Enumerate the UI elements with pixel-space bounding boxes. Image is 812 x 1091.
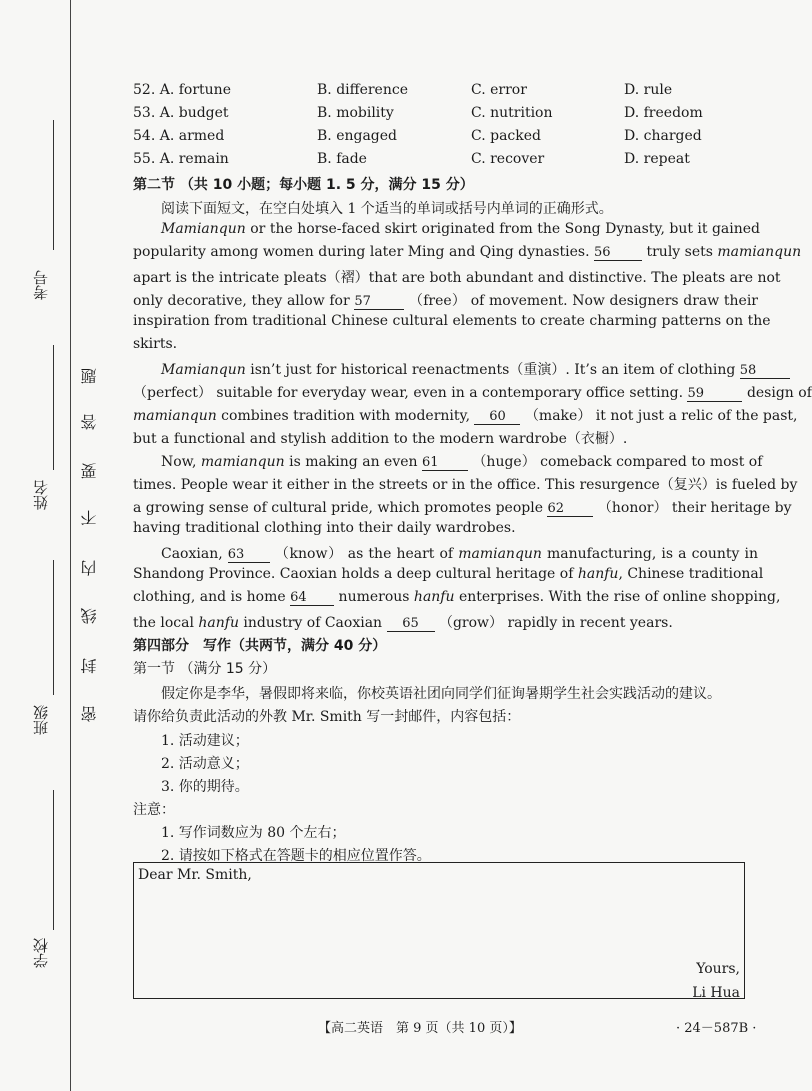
exam-number-label: 考号 [32,270,50,300]
passage-line: times. People wear it either in the streets or in the office. This resurgence（复兴）is fueled by [133,477,798,493]
passage-line [133,221,761,237]
option-b: B. difference [317,82,408,98]
text: （free） of movement. Now designers draw their [408,293,758,309]
signature: Li Hua [692,985,740,1001]
text: truly sets [646,244,713,260]
blank-64[interactable]: 64 [290,591,334,606]
text: （make） it not just a relic of the past, [524,408,798,424]
option-d: D. charged [624,128,702,144]
note-label: 注意： [133,802,175,818]
text: combines tradition with modernity, [216,408,471,424]
passage-line [133,612,758,632]
writing-requirement-item: 3. 你的期待。 [161,779,249,795]
blank-57[interactable]: 57 [354,295,404,310]
seal-char: 线 [80,608,99,624]
passage-line: apart is the intricate pleats（褶）that are both abundant and distinctive. The pleats are not [133,270,781,286]
passage-line [133,359,758,379]
section-2-heading: 第二节 （共 10 小题；每小题 1. 5 分，满分 15 分） [133,177,474,193]
passage-line [133,382,812,402]
closing-line: Yours, [696,961,740,977]
binding-line [70,0,71,1091]
seal-char: 要 [80,463,99,479]
blank-59[interactable]: 59 [687,387,742,402]
letter-closing [692,957,740,1005]
text: （huge） comeback compared to most of [472,454,763,470]
text: （know） as the heart of [274,546,454,562]
text: the local [133,615,194,631]
blank-65[interactable]: 65 [387,617,435,632]
blank-56[interactable]: 56 [594,246,642,261]
section-2-instruction: 阅读下面短文，在空白处填入 1 个适当的单词或括号内单词的正确形式。 [161,201,613,217]
name-label: 姓名 [32,480,50,510]
note-item: 2. 请按如下格式在答题卡的相应位置作答。 [161,848,431,864]
name-underline[interactable] [53,345,54,470]
emphasis: Mamianqun [161,221,246,237]
text: is making an even [289,454,418,470]
blank-61[interactable]: 61 [422,456,468,471]
passage-line: but a functional and stylish addition to the modern wardrobe（衣橱）. [133,431,628,447]
text: or the horse-faced skirt originated from the Song Dynasty, but it gained [245,221,761,237]
option-b: B. fade [317,151,367,167]
option-c: C. nutrition [471,105,553,121]
text: , Chinese traditional [618,566,764,582]
emphasis: mamianqun [717,244,802,260]
note-item: 1. 写作词数应为 80 个左右； [161,825,346,841]
option-d: D. freedom [624,105,703,121]
text: （grow） rapidly in recent years. [438,615,673,631]
seal-char: 内 [80,560,99,576]
emphasis: mamianqun [133,408,217,424]
text: a growing sense of cultural pride, which promotes people [133,500,543,516]
part-4-heading: 第四部分 写作（共两节，满分 40 分） [133,638,387,654]
passage-line [133,543,758,563]
text: Shandong Province. Caoxian holds a deep cultural heritage of [133,566,574,582]
school-label: 学校 [32,938,50,968]
seal-char: 不 [80,510,99,526]
passage-line [133,405,798,425]
text: enterprises. With the rise of online shopping, [454,589,781,605]
passage-line: inspiration from traditional Chinese cultural elements to create charming patterns on the [133,313,771,329]
option-a: 55. A. remain [133,151,229,167]
class-label: 班级 [32,705,50,735]
part-4-subheading: 第一节 （满分 15 分） [133,661,277,677]
text: clothing, and is home [133,589,286,605]
option-d: D. rule [624,82,673,98]
option-c: C. error [471,82,527,98]
writing-requirement-item: 1. 活动建议； [161,733,249,749]
text: （perfect） suitable for everyday wear, even in a contemporary office setting. [133,385,684,401]
emphasis: Mamianqun [161,362,246,378]
seal-char: 题 [80,368,99,384]
school-field [0,790,70,990]
text: design of [746,385,812,401]
seal-char: 密 [80,706,99,722]
letter-format-box [133,862,745,999]
school-underline[interactable] [53,790,54,930]
passage-line [133,589,781,606]
emphasis: hanfu [198,615,239,631]
option-c: C. recover [471,151,545,167]
option-c: C. packed [471,128,541,144]
passage-line: skirts. [133,336,178,352]
blank-62[interactable]: 62 [547,502,593,517]
emphasis: mamianqun [200,454,285,470]
emphasis: mamianqun [458,546,542,562]
exam-number-field [0,100,70,330]
class-field [0,560,70,740]
passage-line: having traditional clothing into their daily wardrobes. [133,520,516,536]
passage-line [133,566,764,582]
passage-line [133,497,792,517]
class-underline[interactable] [53,560,54,695]
page-code: · 24－587B · [676,1021,757,1036]
text: manufacturing, is a county in [541,546,758,562]
text: popularity among women during later Ming and Qing dynasties. [133,244,590,260]
option-b: B. mobility [317,105,394,121]
text: only decorative, they allow for [133,293,350,309]
passage-line [133,244,802,261]
option-a: 52. A. fortune [133,82,231,98]
blank-63[interactable]: 63 [228,548,270,563]
emphasis: hanfu [577,566,619,582]
letter-greeting: Dear Mr. Smith, [138,867,252,883]
passage-line [133,451,763,471]
option-b: B. engaged [317,128,398,144]
writing-prompt-line: 假定你是李华，暑假即将来临，你校英语社团向同学们征询暑期学生社会实践活动的建议。 [161,686,721,702]
text: numerous [338,589,410,605]
exam-number-underline[interactable] [53,120,54,250]
blank-58[interactable]: 58 [740,364,790,379]
option-d: D. repeat [624,151,690,167]
text: Now, [161,454,197,470]
writing-requirement-item: 2. 活动意义； [161,756,249,772]
writing-prompt-line: 请你给负责此活动的外教 Mr. Smith 写一封邮件，内容包括： [133,709,521,725]
blank-60[interactable]: 60 [474,410,520,425]
seal-char: 封 [80,658,99,674]
option-a: 53. A. budget [133,105,229,121]
passage-line [133,290,758,310]
emphasis: hanfu [413,589,455,605]
binding-margin [0,0,70,1091]
seal-char: 答 [80,414,99,430]
page-footer: 【高二英语 第 9 页（共 10 页）】 [318,1021,522,1036]
option-a: 54. A. armed [133,128,225,144]
text: industry of Caoxian [238,615,383,631]
name-field [0,340,70,540]
text: isn’t just for historical reenactments（重演）. It’s an item of clothing [245,362,736,378]
text: （honor） their heritage by [597,500,792,516]
text: Caoxian, [161,546,223,562]
